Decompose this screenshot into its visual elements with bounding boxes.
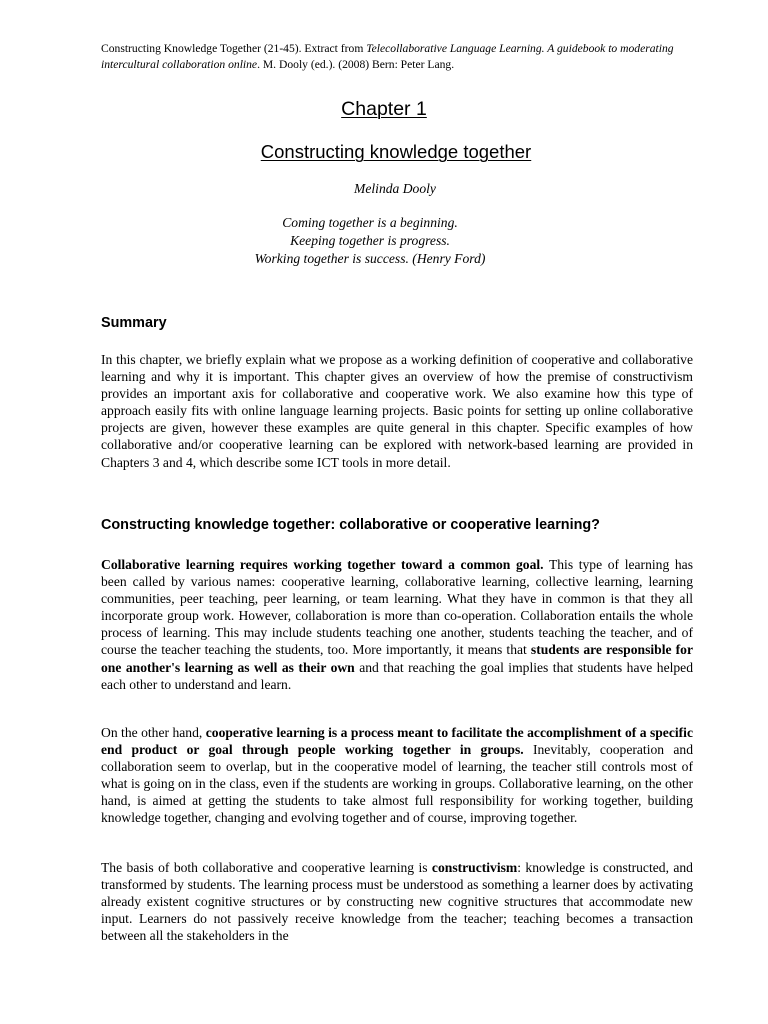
summary-paragraph: In this chapter, we briefly explain what we propose as a working definition of cooperative and collaborative learning and why it is important. This chapter gives an overview of how the premise of constructivism provides an important axis for collaborative and cooperative work. We also examine how this type of approach easily fits with online language learning projects. Basic points for setting up online collaborative projects are given, however these examples are quite general in this chapter. Specific examples of how collaborative and/or cooperative learning can be explored with network-based learning are provided in Chapters 3 and 4, which describe some ICT tools in more detail. [101, 352, 693, 470]
paragraph-constructivism [101, 859, 693, 944]
bold-statement: Collaborative learning requires working together toward a common goal. [101, 557, 544, 572]
citation-text-end: . M. Dooly (ed.). (2008) Bern: Peter Lang. [257, 58, 455, 71]
citation-book-title: Telecollaborative Language Learning. A guidebook to moderating intercultural collaboration online [101, 42, 674, 71]
summary-heading: Summary [101, 315, 167, 331]
chapter-title-text: Constructing knowledge together [260, 141, 532, 162]
epigraph [0, 214, 740, 268]
paragraph-text: and that reaching the goal implies that students have helped each other to understand and learn. [101, 659, 694, 692]
author-name: Melinda Dooly [354, 181, 436, 196]
chapter-label-text: Chapter 1 [341, 98, 427, 120]
bold-statement: students are responsible for one another's learning as well as their own [101, 642, 693, 675]
chapter-label [0, 96, 768, 122]
paragraph-text: The basis of both collaborative and cooperative learning is [101, 860, 432, 875]
paragraph-text: This type of learning has been called by various names: cooperative learning, collaborative learning, collective learning, learning communities, peer teaching, peer learning, or team learning. What they have in common is that they all incorporate group work. However, collaboration is more than co-operation. Collaboration entails the whole process of learning. This may include students teaching one another, students teaching the teacher, and of course the teacher teaching the students, too. More importantly, it means that [101, 557, 693, 658]
citation-header [101, 41, 701, 73]
paragraph-text: Inevitably, cooperation and collaboration seem to overlap, but in the cooperative model of learning, the teacher still controls most of what is going on in the class, even if the students are working in groups. Collaborative learning, on the other hand, is aimed at getting the students to take almost full responsibility for working together, building knowledge together, changing and evolving together and of course, improving together. [101, 742, 693, 826]
epigraph-line: Keeping together is progress. [290, 233, 450, 248]
bold-statement: cooperative learning is a process meant to facilitate the accomplishment of a specific end product or goal through people working together in groups. [101, 725, 693, 758]
epigraph-line: Working together is success. (Henry Ford) [254, 251, 486, 266]
epigraph-line: Coming together is a beginning. [282, 215, 458, 230]
paragraph-collaborative [101, 556, 693, 693]
citation-text-start: Constructing Knowledge Together (21-45). Extract from [101, 42, 367, 55]
section-heading: Constructing knowledge together: collaborative or cooperative learning? [101, 517, 600, 533]
paragraph-text: On the other hand, [101, 725, 206, 740]
paragraph-text: : knowledge is constructed, and transformed by students. The learning process must be understood as something a learner does by activating already existent cognitive structures or by constructing new cognitive structures that accommodate new input. Learners do not passively receive knowledge from the teacher; teaching becomes a transaction between all the stakeholders in the [101, 860, 693, 944]
paragraph-cooperative [101, 724, 693, 827]
chapter-title [0, 139, 768, 165]
bold-term: constructivism [431, 860, 518, 875]
